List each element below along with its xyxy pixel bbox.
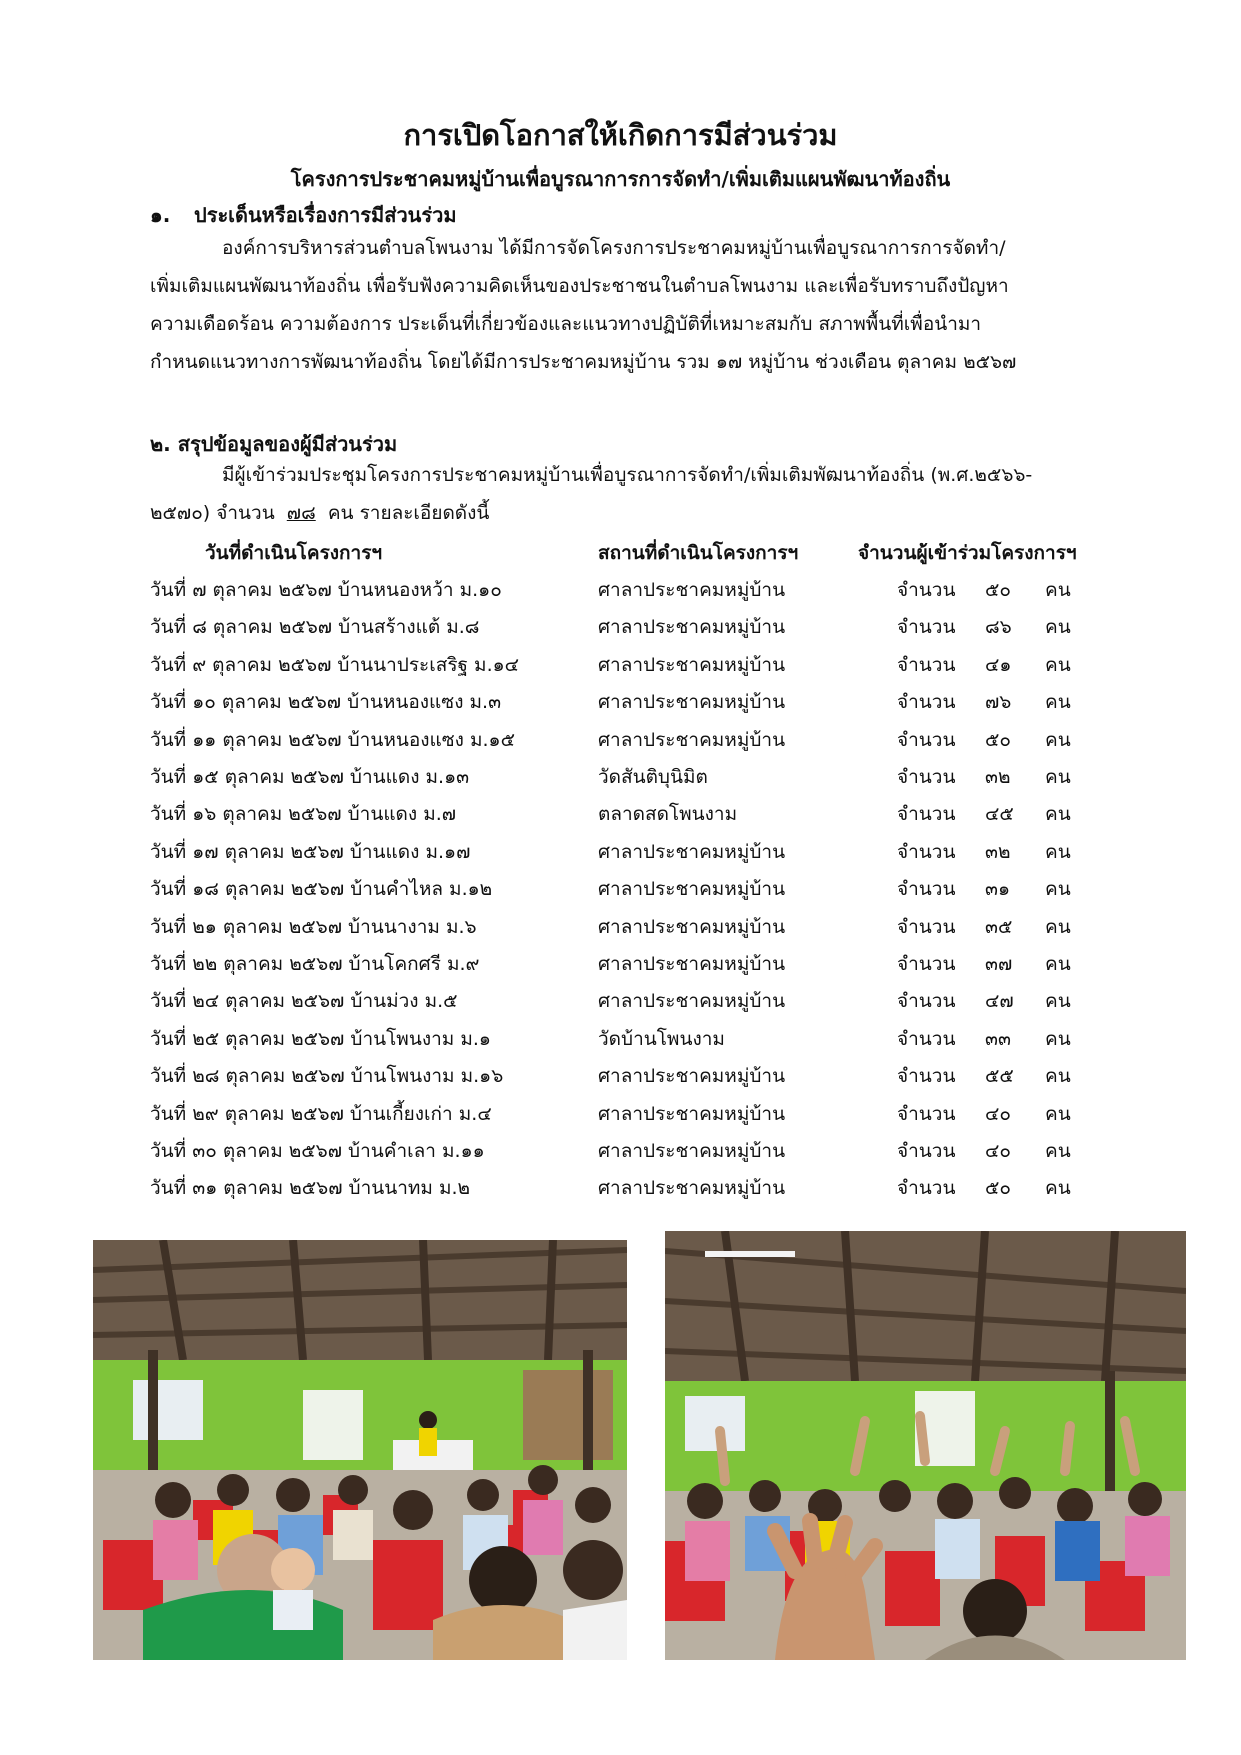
page-subtitle: โครงการประชาคมหมู่บ้านเพื่อบูรณาการการจัดทำ/เพิ่มเติมแผนพัฒนาท้องถิ่น	[290, 167, 951, 191]
row-count: ๕๕	[985, 1065, 1014, 1088]
table-row	[0, 762, 1241, 799]
row-unit: คน	[1045, 1140, 1071, 1162]
row-unit: คน	[1045, 691, 1071, 714]
row-place: ศาลาประชาคมหมู่บ้าน	[598, 840, 786, 863]
row-place: วัดบ้านโพนงาม	[598, 1027, 725, 1050]
row-place: ศาลาประชาคมหมู่บ้าน	[598, 691, 786, 714]
row-date: วันที่ ๒๒ ตุลาคม ๒๕๖๗ บ้านโคกศรี ม.๙	[150, 953, 480, 975]
row-count-label: จำนวน	[897, 728, 956, 751]
row-count: ๓๕	[985, 915, 1013, 938]
row-unit: คน	[1045, 1065, 1071, 1088]
row-count: ๔๗	[985, 990, 1014, 1013]
row-count: ๓๒	[985, 766, 1011, 788]
row-unit: คน	[1045, 579, 1071, 601]
row-place: ศาลาประชาคมหมู่บ้าน	[598, 915, 786, 938]
row-place: ศาลาประชาคมหมู่บ้าน	[598, 1177, 786, 1200]
section-1-paragraph	[150, 229, 1100, 381]
section-1-title: ประเด็นหรือเรื่องการมีส่วนร่วม	[194, 203, 457, 227]
row-date: วันที่ ๒๕ ตุลาคม ๒๕๖๗ บ้านโพนงาม ม.๑	[150, 1027, 491, 1050]
row-count: ๕๐	[985, 728, 1011, 751]
row-count-label: จำนวน	[897, 915, 956, 938]
row-count-label: จำนวน	[897, 691, 956, 714]
row-place: ศาลาประชาคมหมู่บ้าน	[598, 653, 786, 676]
section-1-heading	[150, 199, 457, 231]
row-count-label: จำนวน	[897, 878, 956, 901]
table-row	[0, 1024, 1241, 1061]
paragraph-line	[150, 494, 1100, 532]
table-row	[0, 949, 1241, 986]
row-place: ศาลาประชาคมหมู่บ้าน	[598, 1140, 786, 1162]
row-count-label: จำนวน	[897, 803, 956, 826]
row-count: ๓๒	[985, 840, 1011, 863]
row-count-label: จำนวน	[897, 1140, 956, 1162]
row-unit: คน	[1045, 1102, 1071, 1125]
paragraph-line: กำหนดแนวทางการพัฒนาท้องถิ่น โดยได้มีการประชาคมหมู่บ้าน รวม ๑๗ หมู่บ้าน ช่วงเดือน ตุลาคม ๒๕๖๗	[150, 351, 1017, 373]
row-unit: คน	[1045, 1177, 1071, 1200]
row-date: วันที่ ๙ ตุลาคม ๒๕๖๗ บ้านนาประเสริฐ ม.๑๔	[150, 653, 520, 676]
row-count: ๔๐	[985, 1102, 1011, 1125]
row-count-label: จำนวน	[897, 953, 956, 975]
table-row	[0, 1061, 1241, 1098]
row-date: วันที่ ๑๕ ตุลาคม ๒๕๖๗ บ้านแดง ม.๑๓	[150, 766, 470, 788]
row-unit: คน	[1045, 728, 1071, 751]
row-date: วันที่ ๑๐ ตุลาคม ๒๕๖๗ บ้านหนองแซง ม.๓	[150, 691, 502, 714]
row-unit: คน	[1045, 766, 1071, 788]
section-2-heading: ๒. สรุปข้อมูลของผู้มีส่วนร่วม	[150, 432, 398, 456]
row-date: วันที่ ๑๑ ตุลาคม ๒๕๖๗ บ้านหนองแซง ม.๑๕	[150, 728, 515, 751]
table-header-place: สถานที่ดำเนินโครงการฯ	[598, 542, 799, 564]
total-prefix: ๒๕๗๐) จำนวน	[150, 502, 275, 524]
paragraph-line: มีผู้เข้าร่วมประชุมโครงการประชาคมหมู่บ้านเพื่อบูรณาการจัดทำ/เพิ่มเติมพัฒนาท้องถิ่น (พ.ศ.๒๕๖๖-	[222, 464, 1033, 486]
row-place: ตลาดสดโพนงาม	[598, 803, 738, 826]
row-date: วันที่ ๑๘ ตุลาคม ๒๕๖๗ บ้านคำไหล ม.๑๒	[150, 878, 493, 901]
row-count-label: จำนวน	[897, 990, 956, 1013]
row-unit: คน	[1045, 803, 1071, 826]
row-date: วันที่ ๓๑ ตุลาคม ๒๕๖๗ บ้านนาทม ม.๒	[150, 1177, 471, 1200]
row-date: วันที่ ๓๐ ตุลาคม ๒๕๖๗ บ้านคำเลา ม.๑๑	[150, 1140, 485, 1162]
paragraph-line: ความเดือดร้อน ความต้องการ ประเด็นที่เกี่ยวข้องและแนวทางปฏิบัติที่เหมาะสมกับ สภาพพื้นที่เพื่อนำมา	[150, 313, 982, 335]
row-date: วันที่ ๒๔ ตุลาคม ๒๕๖๗ บ้านม่วง ม.๕	[150, 990, 458, 1013]
row-count: ๕๐	[985, 1177, 1011, 1200]
row-count: ๓๓	[985, 1027, 1011, 1050]
table-row	[0, 1099, 1241, 1136]
row-unit: คน	[1045, 1027, 1071, 1050]
total-suffix: คน รายละเอียดดังนี้	[327, 502, 490, 524]
row-count-label: จำนวน	[897, 1065, 956, 1088]
meeting-photo-left	[93, 1240, 627, 1660]
row-unit: คน	[1045, 653, 1071, 676]
table-row	[0, 837, 1241, 874]
row-count-label: จำนวน	[897, 1177, 956, 1200]
row-count-label: จำนวน	[897, 653, 956, 676]
section-2-paragraph	[150, 456, 1100, 532]
row-unit: คน	[1045, 840, 1071, 863]
table-header-count: จำนวนผู้เข้าร่วมโครงการฯ	[858, 542, 1077, 564]
table-row	[0, 912, 1241, 949]
table-row	[0, 650, 1241, 687]
row-count-label: จำนวน	[897, 840, 956, 863]
row-count: ๓๑	[985, 878, 1011, 901]
row-count-label: จำนวน	[897, 579, 956, 601]
row-count: ๗๖	[985, 691, 1012, 714]
section-1-number: ๑.	[150, 203, 171, 227]
row-count-label: จำนวน	[897, 766, 956, 788]
row-place: ศาลาประชาคมหมู่บ้าน	[598, 728, 786, 751]
row-date: วันที่ ๑๗ ตุลาคม ๒๕๖๗ บ้านแดง ม.๑๗	[150, 840, 471, 863]
row-place: ศาลาประชาคมหมู่บ้าน	[598, 878, 786, 901]
row-date: วันที่ ๑๖ ตุลาคม ๒๕๖๗ บ้านแดง ม.๗	[150, 803, 457, 826]
row-unit: คน	[1045, 953, 1071, 975]
table-row	[0, 986, 1241, 1023]
paragraph-line: เพิ่มเติมแผนพัฒนาท้องถิ่น เพื่อรับฟังความคิดเห็นของประชาชนในตำบลโพนงาม และเพื่อรับทราบถึงปัญหา	[150, 275, 1009, 297]
table-row	[0, 874, 1241, 911]
table-row	[0, 725, 1241, 762]
meeting-photo-right	[665, 1231, 1186, 1660]
table-row	[0, 612, 1241, 649]
row-place: ศาลาประชาคมหมู่บ้าน	[598, 953, 786, 975]
table-row	[0, 799, 1241, 836]
row-place: ศาลาประชาคมหมู่บ้าน	[598, 616, 786, 639]
row-count: ๕๐	[985, 579, 1011, 601]
table-row	[0, 687, 1241, 724]
row-unit: คน	[1045, 878, 1071, 901]
row-unit: คน	[1045, 990, 1071, 1013]
row-place: วัดสันติบุนิมิต	[598, 766, 708, 788]
row-date: วันที่ ๒๙ ตุลาคม ๒๕๖๗ บ้านเกี้ยงเก่า ม.๔	[150, 1102, 492, 1125]
row-place: ศาลาประชาคมหมู่บ้าน	[598, 579, 786, 601]
row-count: ๘๖	[985, 616, 1012, 639]
table-header-date: วันที่ดำเนินโครงการฯ	[205, 542, 383, 564]
row-date: วันที่ ๒๑ ตุลาคม ๒๕๖๗ บ้านนางาม ม.๖	[150, 915, 477, 938]
page-title: การเปิดโอกาสให้เกิดการมีส่วนร่วม	[403, 118, 838, 152]
row-count: ๓๗	[985, 953, 1013, 975]
row-count: ๔๐	[985, 1140, 1011, 1162]
row-place: ศาลาประชาคมหมู่บ้าน	[598, 1102, 786, 1125]
row-place: ศาลาประชาคมหมู่บ้าน	[598, 990, 786, 1013]
paragraph-line: องค์การบริหารส่วนตำบลโพนงาม ได้มีการจัดโครงการประชาคมหมู่บ้านเพื่อบูรณาการการจัดทำ/	[222, 237, 1006, 259]
row-unit: คน	[1045, 616, 1071, 639]
row-place: ศาลาประชาคมหมู่บ้าน	[598, 1065, 786, 1088]
row-date: วันที่ ๒๘ ตุลาคม ๒๕๖๗ บ้านโพนงาม ม.๑๖	[150, 1065, 504, 1088]
row-count: ๔๕	[985, 803, 1014, 826]
row-date: วันที่ ๗ ตุลาคม ๒๕๖๗ บ้านหนองหว้า ม.๑๐	[150, 579, 502, 601]
total-participants: ๗๘	[286, 502, 316, 524]
row-count-label: จำนวน	[897, 1102, 956, 1125]
table-row	[0, 575, 1241, 612]
row-count: ๔๑	[985, 653, 1012, 676]
table-row	[0, 1173, 1241, 1210]
row-unit: คน	[1045, 915, 1071, 938]
row-count-label: จำนวน	[897, 616, 956, 639]
row-count-label: จำนวน	[897, 1027, 956, 1050]
table-row	[0, 1136, 1241, 1173]
row-date: วันที่ ๘ ตุลาคม ๒๕๖๗ บ้านสร้างแต้ ม.๘	[150, 616, 480, 639]
